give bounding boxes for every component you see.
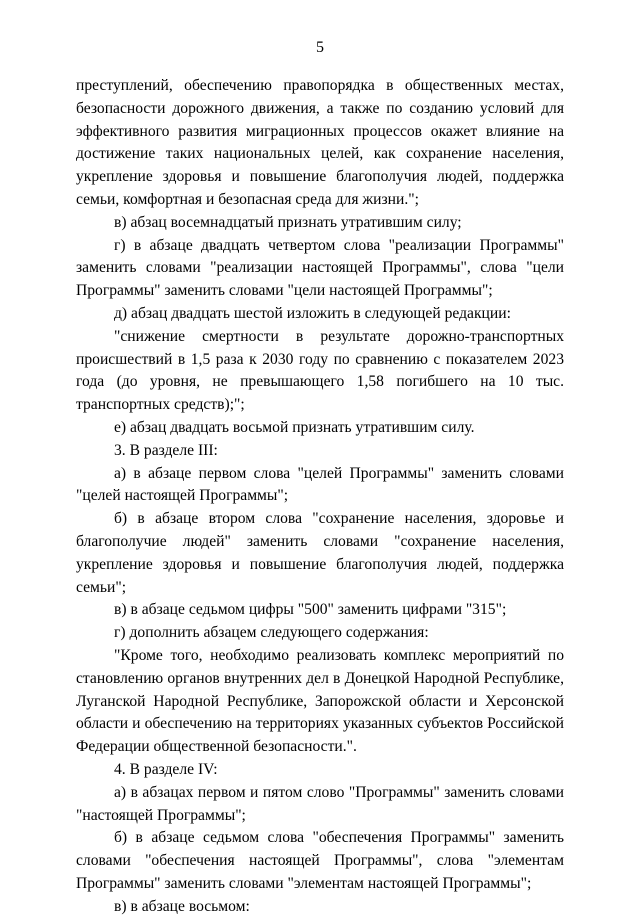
paragraph: б) в абзаце седьмом слова "обеспечения Программы" заменить словами "обеспечения настоящей Программы", слова "элементам Программы" заменить словами "элементам настоящей Программы"; — [76, 829, 564, 892]
paragraph: в) в абзаце седьмом цифры "500" заменить цифрами "315"; — [114, 601, 507, 619]
paragraph: в) в абзаце восьмом: — [114, 897, 250, 915]
document-body — [76, 75, 564, 918]
paragraph: "снижение смертности в результате дорожно-транспортных происшествий в 1,5 раза к 2030 году по сравнению с показателем 2023 года (до уровня, не превышающего 1,58 погибшего на 10 тыс. транспортных средств);"; — [76, 327, 564, 414]
paragraph: преступлений, обеспечению правопорядка в общественных местах, безопасности дорожного движения, а также по созданию условий для эффективного развития миграционных процессов окажет влияние на достижение таких национальных целей, как сохранение населения, укрепление здоровья и повышение благополучия людей, поддержка семьи, комфортная и безопасная среда для жизни."; — [76, 77, 564, 208]
paragraph: д) абзац двадцать шестой изложить в следующей редакции: — [114, 304, 511, 322]
paragraph: в) абзац восемнадцатый признать утратившим силу; — [114, 213, 462, 231]
paragraph: а) в абзаце первом слова "целей Программы" заменить словами "целей настоящей Программы"; — [76, 464, 564, 505]
paragraph: а) в абзацах первом и пятом слово "Программы" заменить словами "настоящей Программы"; — [76, 783, 564, 824]
section-heading: 3. В разделе III: — [114, 441, 218, 459]
page-number: 5 — [316, 39, 324, 56]
paragraph: "Кроме того, необходимо реализовать комплекс мероприятий по становлению органов внутренних дел в Донецкой Народной Республике, Луганской Народной Республике, Запорожской области и Херсонской области и обеспечению на территориях указанных субъектов Российской Федерации общественной безопасности.". — [76, 646, 564, 756]
section-heading: 4. В разделе IV: — [114, 760, 218, 778]
paragraph: б) в абзаце втором слова "сохранение населения, здоровье и благополучие людей" заменить словами "сохранение населения, укрепление здоровья и повышение благополучия людей, поддержка семьи"; — [76, 510, 564, 596]
paragraph: г) в абзаце двадцать четвертом слова "реализации Программы" заменить словами "реализации настоящей Программы", слова "цели Программы" заменить словами "цели настоящей Программы"; — [76, 236, 564, 300]
paragraph: г) дополнить абзацем следующего содержания: — [114, 624, 429, 642]
paragraph: е) абзац двадцать восьмой признать утратившим силу. — [114, 418, 475, 436]
